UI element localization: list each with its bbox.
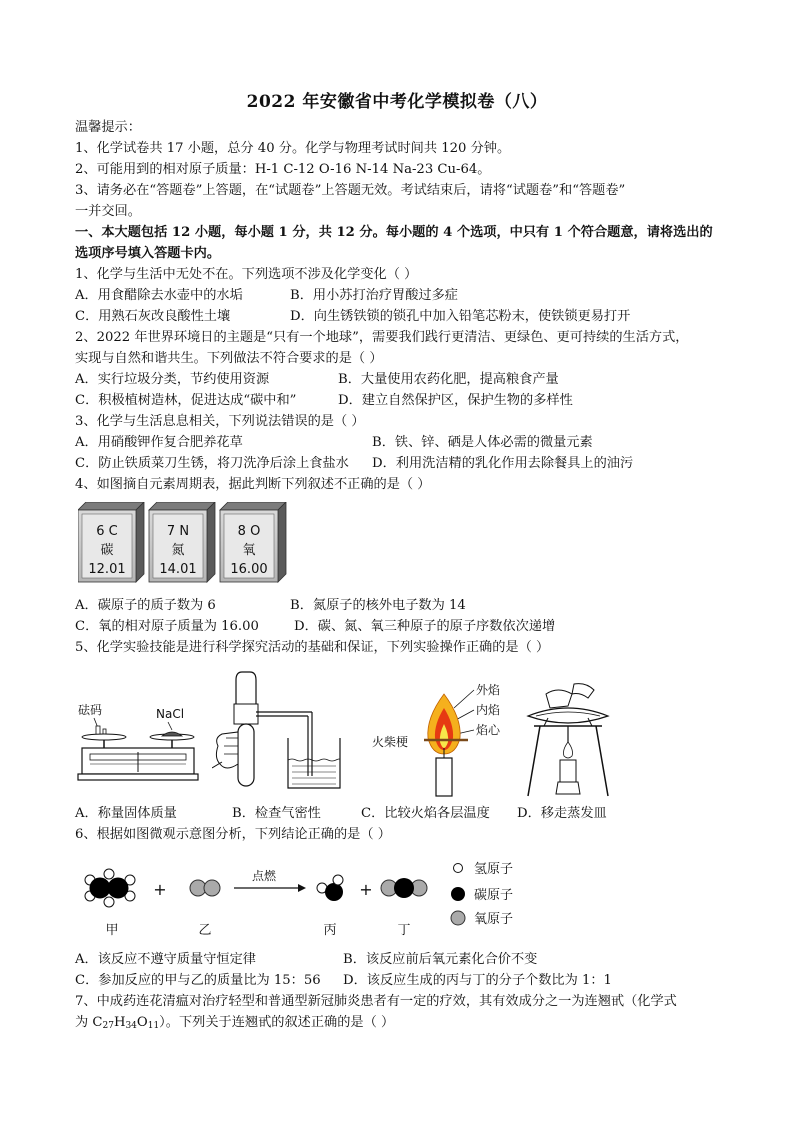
plus-sign-2: + (359, 880, 373, 899)
molecule-bing (317, 875, 343, 901)
tile-oxygen-num-sym: 8 O (237, 524, 261, 539)
tile-oxygen (220, 502, 286, 582)
q5-stem: 5、化学实验技能是进行科学探究活动的基础和保证，下列实验操作正确的是（ ） (75, 640, 550, 655)
label-ding: 丁 (397, 923, 411, 938)
q1-stem: 1、化学与生活中无处不在。下列选项不涉及化学变化（ ） (75, 267, 418, 282)
q6-option-a: A．该反应不遵守质量守恒定律 (75, 952, 256, 967)
tip-3-cont: 一并交回。 (75, 204, 141, 219)
section-1-heading-cont: 选项序号填入答题卡内。 (75, 246, 221, 261)
q1-option-d: D．向生锈铁锁的锁孔中加入铅笔芯粉末，使铁锁更易打开 (290, 309, 631, 324)
q7-stem-cont (75, 1014, 394, 1035)
balance-figure (76, 694, 206, 794)
label-flame-core: 焰心 (476, 723, 501, 737)
q3-stem: 3、化学与生活息息相关，下列说法错误的是（ ） (75, 414, 365, 429)
page-title: 2022 年安徽省中考化学模拟卷（八） (246, 92, 548, 112)
legend-hydrogen: 氢原子 (474, 862, 514, 877)
q3-option-a: A．用硝酸钾作复合肥养花草 (75, 435, 243, 450)
arrow-head-icon (298, 884, 306, 892)
label-bing: 丙 (323, 923, 337, 938)
q7-stem: 7、中成药连花清瘟对治疗轻型和普通型新冠肺炎患者有一定的疗效，其有效成分之一为连翘甙（化学式 (75, 994, 677, 1009)
legend-oxygen: 氧原子 (474, 912, 514, 927)
tip-2: 2、可能用到的相对原子质量：H-1 C-12 O-16 N-14 Na-23 Cu-64。 (75, 162, 491, 177)
q5-option-d: D．移走蒸发皿 (517, 806, 607, 821)
q5-option-c: C．比较火焰各层温度 (361, 806, 490, 821)
label-outer-flame: 外焰 (476, 683, 501, 697)
tile-nitrogen-name: 氮 (171, 543, 185, 558)
tile-carbon-mass: 12.01 (88, 562, 126, 577)
q2-option-d: D．建立自然保护区，保护生物的多样性 (338, 393, 573, 408)
label-nacl: NaCl (156, 707, 185, 721)
q3-option-b: B．铁、锌、硒是人体必需的微量元素 (372, 435, 593, 450)
label-weight: 砝码 (78, 703, 103, 717)
q3-option-c: C．防止铁质菜刀生锈，将刀洗净后涂上食盐水 (75, 456, 349, 471)
q2-option-b: B．大量使用农药化肥，提高粮食产量 (338, 372, 559, 387)
q5-option-b: B．检查气密性 (232, 806, 321, 821)
q1-option-a: A．用食醋除去水壶中的水垢 (75, 288, 243, 303)
label-ignite: 点燃 (251, 869, 277, 883)
legend-carbon: 碳原子 (474, 888, 514, 903)
section-1-heading: 一、本大题包括 12 小题，每小题 1 分，共 12 分。每小题的 4 个选项，中只有 1 个符合题意，请将选出的 (75, 225, 713, 240)
molecule-ding (381, 878, 427, 898)
q3-option-d: D．利用洗洁精的乳化作用去除餐具上的油污 (372, 456, 634, 471)
q7-formula-h: H (113, 1015, 126, 1030)
q7-sub-h: 34 (125, 1021, 137, 1031)
evaporating-dish-figure (518, 680, 618, 798)
q1-option-c: C．用熟石灰改良酸性土壤 (75, 309, 231, 324)
q4-option-a: A．碳原子的质子数为 6 (75, 598, 216, 613)
tile-carbon-num-sym: 6 C (96, 524, 118, 539)
label-yi: 乙 (198, 923, 212, 938)
q2-option-a: A．实行垃圾分类，节约使用资源 (75, 372, 270, 387)
q7-formula-prefix: 为 C (75, 1015, 103, 1030)
atom-legend (451, 862, 513, 927)
tips-heading: 温馨提示： (75, 120, 141, 135)
tip-3: 3、请务必在“答题卷”上答题，在“试题卷”上答题无效。考试结束后，请将“试题卷”和“答题卷” (75, 183, 626, 198)
q7-stem-end: ）。下列关于连翘甙的叙述正确的是（ ） (159, 1015, 395, 1030)
tile-carbon (78, 502, 144, 582)
molecule-yi (190, 880, 220, 896)
tile-oxygen-mass: 16.00 (230, 562, 268, 577)
tile-oxygen-name: 氧 (242, 543, 256, 558)
q7-formula-o: O (136, 1015, 148, 1030)
q7-sub-c: 27 (102, 1021, 114, 1031)
periodic-table-figure (78, 502, 293, 584)
plus-sign-1: + (153, 880, 167, 899)
micro-reaction-figure (76, 856, 546, 940)
q5-option-a: A．称量固体质量 (75, 806, 177, 821)
airtightness-figure (212, 668, 362, 796)
tile-carbon-name: 碳 (100, 543, 114, 558)
q4-stem: 4、如图摘自元素周期表，据此判断下列叙述不正确的是（ ） (75, 477, 431, 492)
q7-sub-o: 11 (147, 1021, 160, 1031)
q4-option-d: D．碳、氮、氧三种原子的原子序数依次递增 (294, 619, 556, 634)
tile-nitrogen (149, 502, 215, 582)
q6-option-b: B．该反应前后氧元素化合价不变 (343, 952, 538, 967)
q4-option-c: C．氧的相对原子质量为 16.00 (75, 619, 259, 634)
tip-1: 1、化学试卷共 17 小题，总分 40 分。化学与物理考试时间共 120 分钟。 (75, 141, 511, 156)
molecule-jia (85, 869, 135, 907)
q2-stem: 2、2022 年世界环境日的主题是“只有一个地球”，需要我们践行更清洁、更绿色、更可持续的生活方式， (75, 330, 689, 345)
tile-nitrogen-mass: 14.01 (159, 562, 197, 577)
q2-stem-cont: 实现与自然和谐共生。下列做法不符合要求的是（ ） (75, 351, 383, 366)
q6-option-c: C．参加反应的甲与乙的质量比为 15：56 (75, 973, 321, 988)
q6-stem: 6、根据如图微观示意图分析，下列结论正确的是（ ） (75, 827, 391, 842)
candle-flame-figure (372, 678, 512, 798)
q6-option-d: D．该反应生成的丙与丁的分子个数比为 1：1 (343, 973, 612, 988)
q1-option-b: B．用小苏打治疗胃酸过多症 (290, 288, 458, 303)
q2-option-c: C．积极植树造林，促进达成“碳中和” (75, 393, 297, 408)
tile-nitrogen-num-sym: 7 N (166, 524, 190, 539)
label-matchstick: 火柴梗 (372, 735, 409, 749)
label-jia: 甲 (105, 923, 119, 938)
label-inner-flame: 内焰 (476, 703, 501, 717)
q4-option-b: B．氮原子的核外电子数为 14 (290, 598, 466, 613)
